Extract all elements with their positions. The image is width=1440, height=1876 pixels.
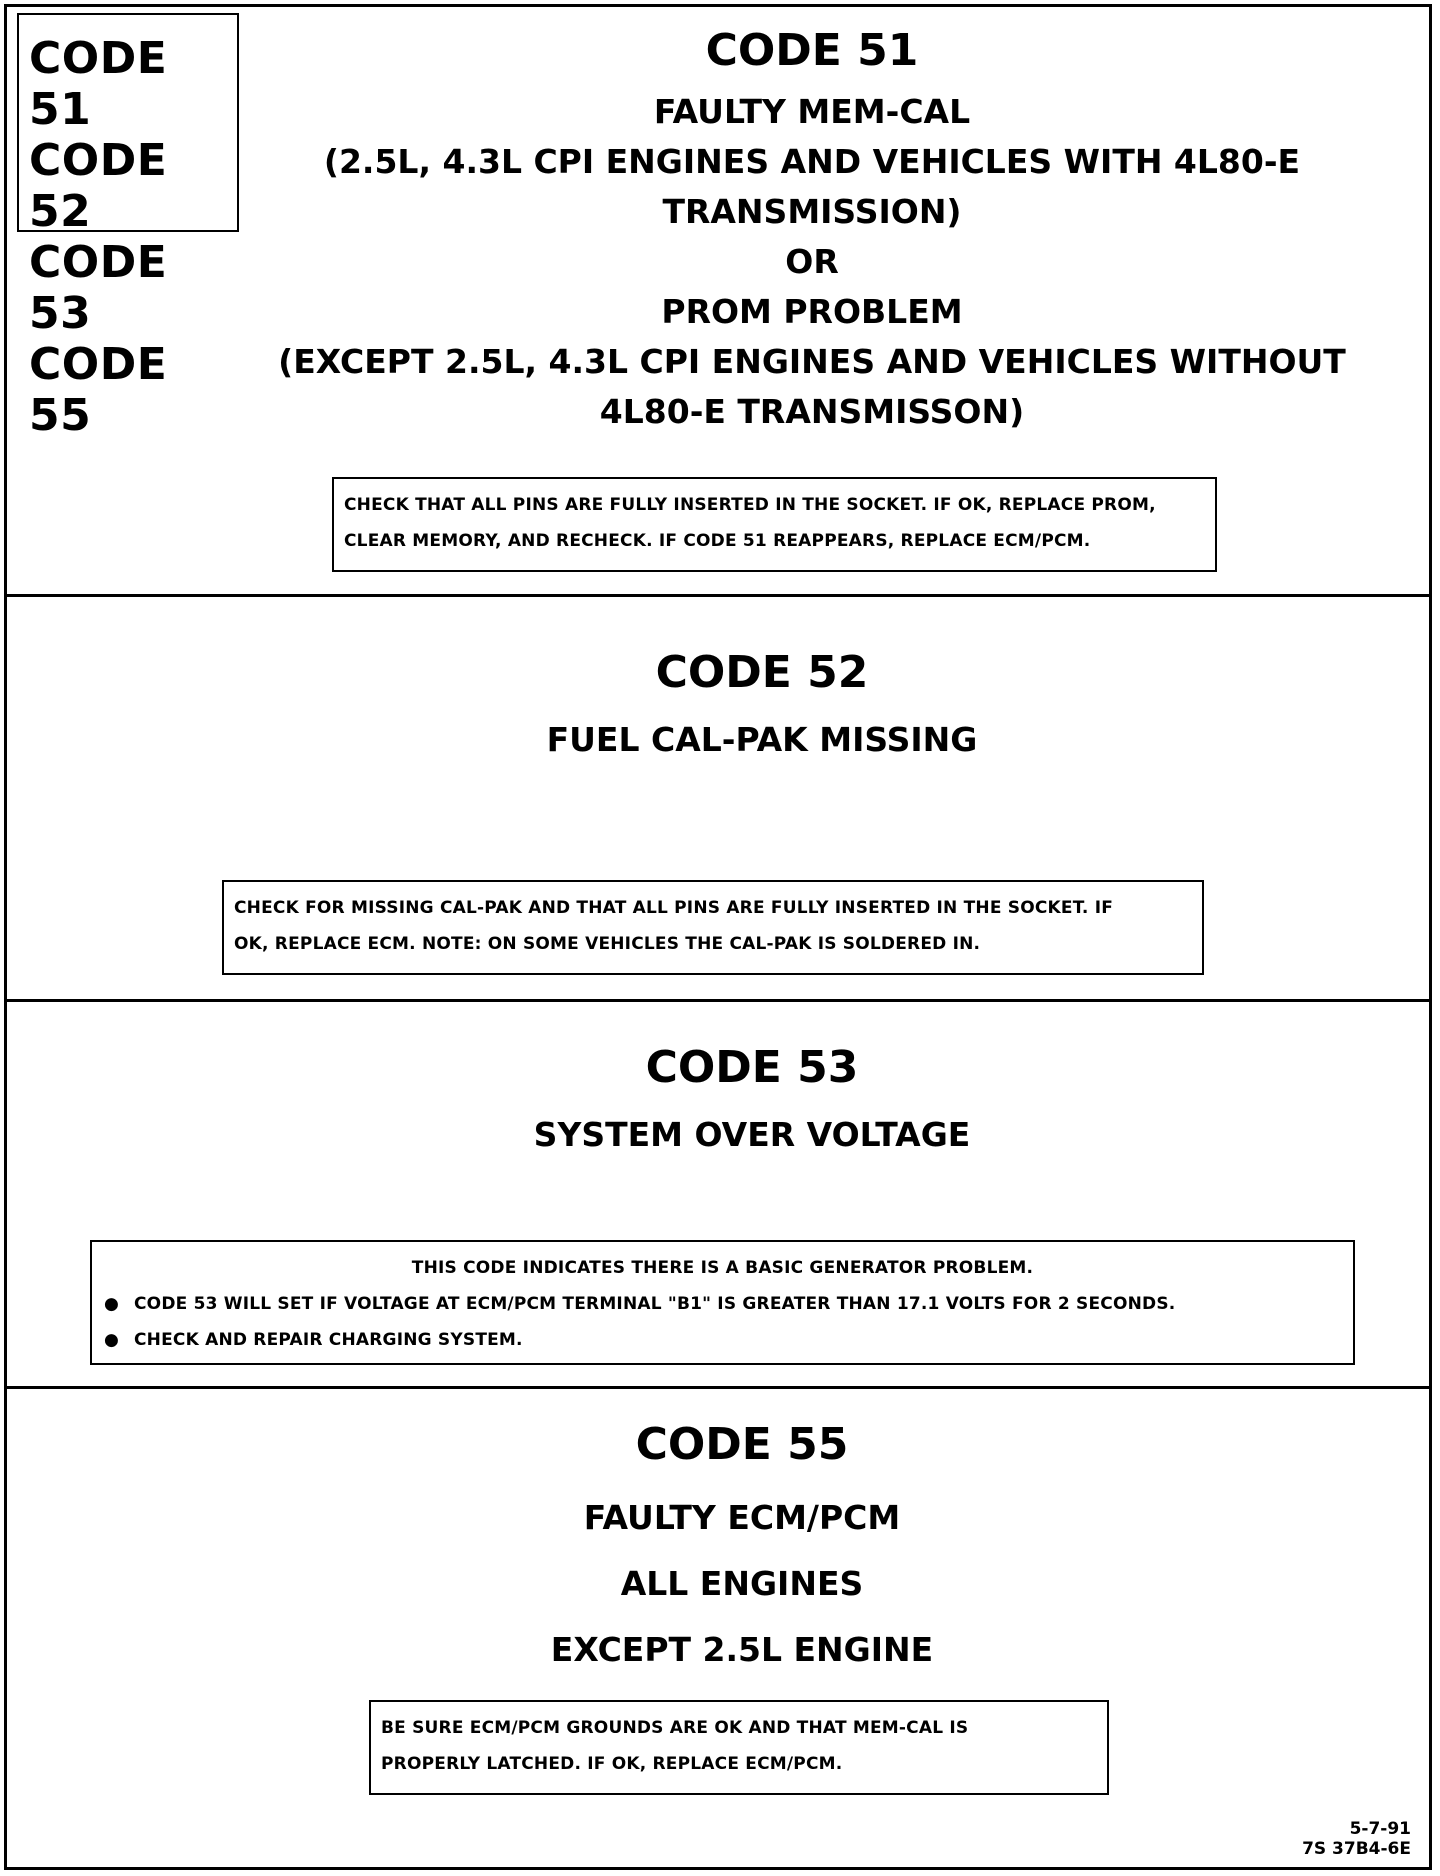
- code-52-instruction-box: [222, 880, 1204, 975]
- description-line: FAULTY ECM/PCM: [583, 1498, 901, 1537]
- code-53-instruction-box: [90, 1240, 1355, 1365]
- code-51-title: CODE 51: [705, 25, 919, 76]
- code-index-item: CODE 53: [29, 237, 168, 339]
- diagnostic-page: [4, 4, 1432, 1870]
- instruction-line: PROPERLY LATCHED. IF OK, REPLACE ECM/PCM.: [381, 1754, 843, 1774]
- footer-date: 5-7-91: [1349, 1819, 1411, 1839]
- instruction-heading: THIS CODE INDICATES THERE IS A BASIC GENERATOR PROBLEM.: [411, 1258, 1034, 1278]
- bullet-text: CODE 53 WILL SET IF VOLTAGE AT ECM/PCM TERMINAL "B1" IS GREATER THAN 17.1 VOLTS FOR 2 SECONDS.: [134, 1294, 1176, 1314]
- description-line: (2.5L, 4.3L CPI ENGINES AND VEHICLES WITH 4L80-E: [323, 142, 1301, 181]
- bullet-text: CHECK AND REPAIR CHARGING SYSTEM.: [134, 1330, 523, 1350]
- instruction-line: CHECK THAT ALL PINS ARE FULLY INSERTED IN THE SOCKET. IF OK, REPLACE PROM,: [344, 495, 1156, 515]
- description-line: EXCEPT 2.5L ENGINE: [550, 1630, 934, 1669]
- bullet-icon: ●: [104, 1330, 120, 1350]
- description-line: TRANSMISSION): [662, 192, 962, 231]
- code-55-description: [7, 1485, 1440, 1683]
- code-52-title: CODE 52: [655, 647, 869, 698]
- code-index-item: CODE 55: [29, 339, 168, 441]
- code-index-item: CODE 52: [29, 135, 168, 237]
- instruction-line: CLEAR MEMORY, AND RECHECK. IF CODE 51 REAPPEARS, REPLACE ECM/PCM.: [344, 531, 1091, 551]
- code-55-title: CODE 55: [635, 1419, 849, 1470]
- instruction-line: BE SURE ECM/PCM GROUNDS ARE OK AND THAT MEM-CAL IS: [381, 1718, 969, 1738]
- code-53-subtitle: SYSTEM OVER VOLTAGE: [533, 1115, 971, 1154]
- code-index-box: [17, 13, 239, 441]
- code-51-description: [257, 87, 1367, 437]
- section-code-51: [7, 7, 1429, 597]
- bullet-item: [102, 1286, 1343, 1322]
- description-line: ALL ENGINES: [620, 1564, 864, 1603]
- section-code-52: [7, 597, 1429, 1002]
- bullet-item: [102, 1322, 1343, 1358]
- code-index-item: CODE 51: [29, 33, 168, 135]
- section-code-53: [7, 1002, 1429, 1389]
- code-55-instruction-box: [369, 1700, 1109, 1795]
- bullet-icon: ●: [104, 1294, 120, 1314]
- instruction-line: OK, REPLACE ECM. NOTE: ON SOME VEHICLES THE CAL-PAK IS SOLDERED IN.: [234, 934, 981, 954]
- code-51-instruction-box: [332, 477, 1217, 572]
- description-line: PROM PROBLEM: [661, 292, 963, 331]
- description-line: FAULTY MEM-CAL: [653, 92, 971, 131]
- section-code-55: [7, 1389, 1429, 1867]
- description-line: 4L80-E TRANSMISSON): [599, 392, 1025, 431]
- footer-reference: 7S 37B4-6E: [1302, 1839, 1411, 1859]
- code-53-title: CODE 53: [645, 1042, 859, 1093]
- description-line: OR: [785, 242, 839, 281]
- instruction-line: CHECK FOR MISSING CAL-PAK AND THAT ALL PINS ARE FULLY INSERTED IN THE SOCKET. IF: [234, 898, 1114, 918]
- description-line: (EXCEPT 2.5L, 4.3L CPI ENGINES AND VEHICLES WITHOUT: [278, 342, 1346, 381]
- document-footer: [1302, 1819, 1411, 1859]
- code-52-subtitle: FUEL CAL-PAK MISSING: [546, 720, 978, 759]
